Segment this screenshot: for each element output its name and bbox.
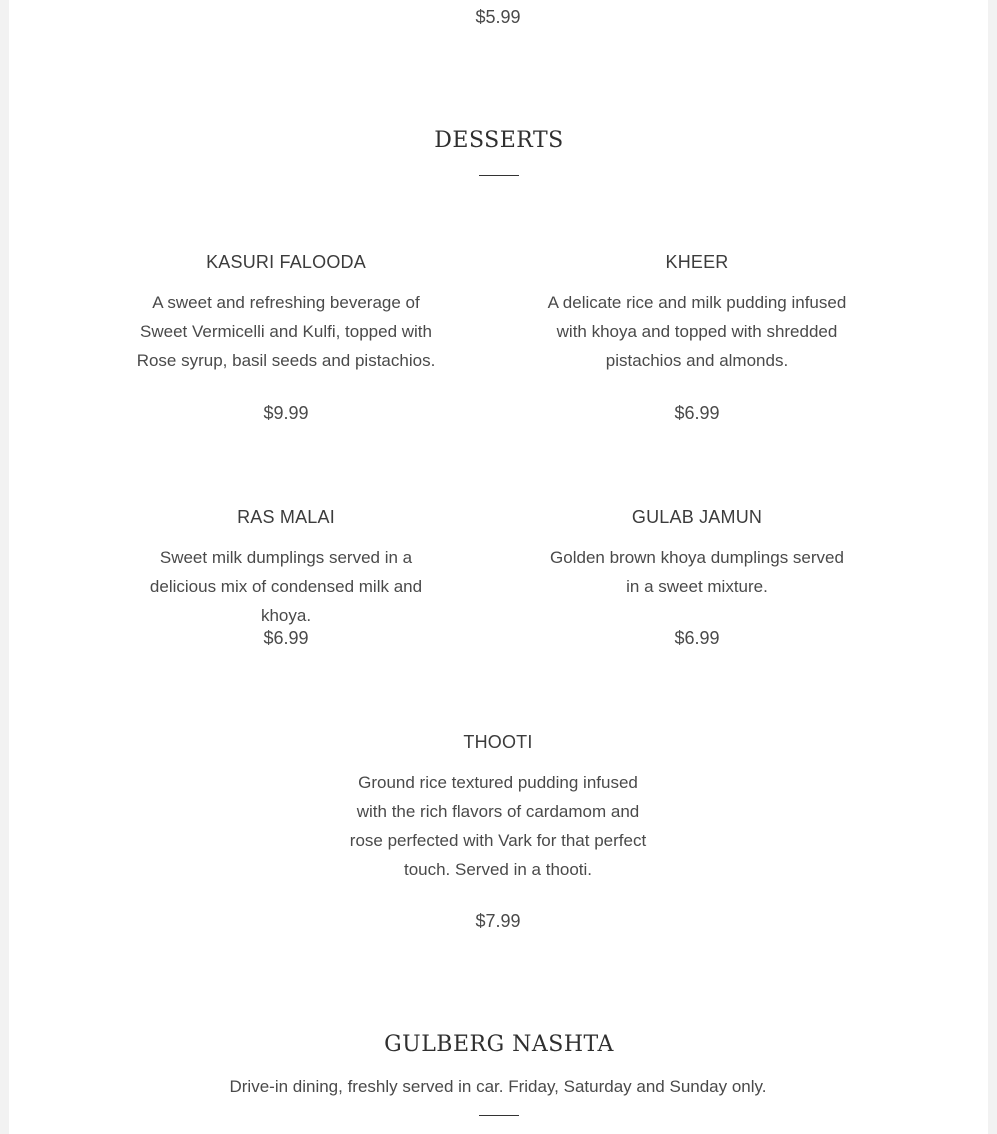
menu-item-name: RAS MALAI [237, 507, 335, 527]
menu-item-price: $7.99 [475, 911, 521, 931]
menu-item-name: THOOTI [463, 732, 533, 752]
menu-item-price: $6.99 [674, 403, 720, 423]
menu-page [9, 0, 988, 1134]
menu-item-name: GULAB JAMUN [631, 507, 763, 527]
menu-item-description: Ground rice textured pudding infused with the rich flavors of cardamom and rose perfected with Vark for that perfect touch. Served in a thooti. [349, 773, 647, 879]
menu-item-price: $6.99 [674, 628, 720, 648]
menu-item-name: KHEER [665, 252, 729, 272]
section-title-desserts: DESSERTS [434, 128, 564, 153]
section-title-gulberg-nashta: GULBERG NASHTA [384, 1032, 614, 1057]
section-subtitle: Drive-in dining, freshly served in car. Friday, Saturday and Sunday only. [229, 1077, 767, 1096]
menu-item-description: Sweet milk dumplings served in a delicious mix of condensed milk and khoya. [149, 548, 423, 625]
menu-item-description: A sweet and refreshing beverage of Sweet Vermicelli and Kulfi, topped with Rose syrup, basil seeds and pistachios. [136, 293, 436, 370]
menu-item-price: $6.99 [263, 628, 309, 648]
menu-item-description: A delicate rice and milk pudding infused with khoya and topped with shredded pistachios and almonds. [547, 293, 847, 370]
section-divider [479, 1115, 519, 1116]
menu-item-price: $9.99 [263, 403, 309, 423]
menu-item-name: KASURI FALOODA [206, 252, 366, 272]
menu-item-description: Golden brown khoya dumplings served in a sweet mixture. [550, 548, 844, 596]
previous-item-price: $5.99 [475, 7, 521, 27]
section-divider [479, 175, 519, 176]
